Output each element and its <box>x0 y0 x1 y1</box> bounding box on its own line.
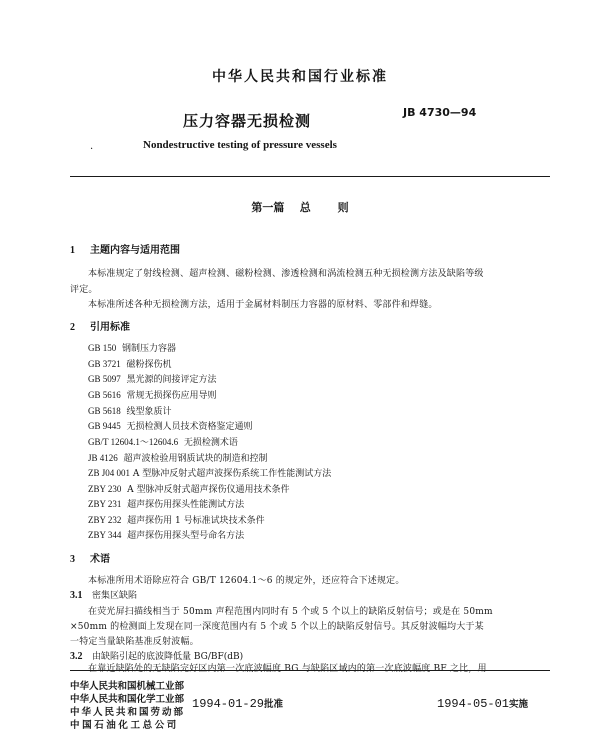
implementation-date-value: 1994-05-01 <box>437 697 510 711</box>
stray-mark: . <box>90 141 94 152</box>
reference-item <box>88 482 290 495</box>
reference-item <box>88 451 268 464</box>
paragraph-line: 本标准所述各种无损检测方法，适用于金属材料制压力容器的原材料、零部件和焊缝。 <box>88 300 438 310</box>
subsection-title: 密集区缺陷 <box>92 591 138 601</box>
reference-name: 线型象质计 <box>126 407 172 417</box>
reference-name: 无损检测术语 <box>183 438 238 448</box>
standard-code: JB 4730—94 <box>403 106 477 119</box>
reference-item <box>88 419 253 432</box>
issuing-authority: 中国石油化工总公司 <box>70 720 179 731</box>
approval-date <box>192 696 283 711</box>
section-title: 主题内容与适用范围 <box>90 245 180 256</box>
part-title-char-1: 总 <box>299 201 311 214</box>
reference-code: GB 150 <box>88 343 117 353</box>
approval-date-value: 1994-01-29 <box>192 697 265 711</box>
reference-name: A 型脉冲反射式超声探伤仪通用技术条件 <box>127 485 290 495</box>
paragraph-line: ×50mm 的检测面上发现在同一深度范围内有 5 个或 5 个以上的缺陷反射信号。其反射波幅均大于某 <box>70 622 484 632</box>
issuing-authority: 中华人民共和国机械工业部 <box>70 681 185 692</box>
english-title: Nondestructive testing of pressure vessels <box>143 139 337 151</box>
header-divider <box>70 176 550 177</box>
reference-code: GB 5097 <box>88 374 121 384</box>
issuing-authority: 中华人民共和国劳动部 <box>70 707 186 718</box>
subsection-title: 由缺陷引起的底波降低量 BG/BF(dB) <box>92 652 244 662</box>
section-number: 1 <box>70 245 75 256</box>
reference-code: ZB J04 001 <box>88 468 131 478</box>
paragraph-line: 本标准所用术语除应符合 GB/T 12604.1～6 的规定外，还应符合下述规定。 <box>88 576 405 586</box>
reference-name: 超声探伤用 1 号标准试块技术条件 <box>127 516 265 526</box>
reference-code: GB 9445 <box>88 421 121 431</box>
reference-code: ZBY 232 <box>88 515 122 525</box>
reference-code: GB 3721 <box>88 359 121 369</box>
section-number: 3 <box>70 554 75 565</box>
reference-item <box>88 435 238 448</box>
implementation-date <box>437 696 528 711</box>
section-3-heading <box>70 550 110 565</box>
reference-code: ZBY 344 <box>88 530 122 540</box>
reference-item <box>88 372 217 385</box>
reference-item <box>88 497 244 510</box>
reference-item <box>88 404 172 417</box>
reference-code: GB 5618 <box>88 406 121 416</box>
section-2-heading <box>70 318 130 333</box>
reference-item <box>88 466 331 479</box>
part-heading <box>0 199 600 215</box>
reference-name: 常规无损探伤应用导则 <box>126 391 217 401</box>
subsection-3-1-heading <box>70 588 137 601</box>
paragraph-line: 在靠近缺陷处的无缺陷完好区内第一次底波幅度 BG 与缺陷区域内的第一次底波幅度 BF 之比，用 <box>88 664 487 674</box>
reference-code: ZBY 231 <box>88 499 122 509</box>
reference-code: GB 5616 <box>88 390 121 400</box>
reference-code: GB/T 12604.1～12604.6 <box>88 437 179 447</box>
section-title: 术语 <box>90 554 110 565</box>
paragraph-line: 一特定当量缺陷基准反射波幅。 <box>70 637 199 647</box>
reference-item <box>88 357 172 370</box>
issuing-authority: 中华人民共和国化学工业部 <box>70 694 185 705</box>
subsection-number: 3.1 <box>70 590 83 601</box>
reference-code: JB 4126 <box>88 453 118 463</box>
section-number: 2 <box>70 322 75 333</box>
part-number: 第一篇 <box>251 201 285 214</box>
paragraph-line: 评定。 <box>70 285 98 295</box>
reference-name: 钢制压力容器 <box>122 344 177 354</box>
implementation-label: 实施 <box>509 699 529 710</box>
part-title-char-2: 则 <box>337 201 349 214</box>
reference-name: 无损检测人员技术资格鉴定通则 <box>126 422 253 432</box>
paragraph-line: 在荧光屏扫描线相当于 50mm 声程范围内同时有 5 个或 5 个以上的缺陷反射信号；或是在 50mm <box>88 607 493 617</box>
reference-item <box>88 388 217 401</box>
standard-series-heading: 中华人民共和国行业标准 <box>212 69 388 85</box>
reference-item <box>88 528 244 541</box>
section-title: 引用标准 <box>90 322 130 333</box>
reference-name: 超声波检验用钢质试块的制造和控制 <box>123 454 268 464</box>
reference-item <box>88 341 176 354</box>
reference-item <box>88 513 265 526</box>
approval-label: 批准 <box>264 699 284 710</box>
reference-code: ZBY 230 <box>88 484 122 494</box>
reference-name: A 型脉冲反射式超声波探伤系统工作性能测试方法 <box>132 469 332 479</box>
paragraph-line: 本标准规定了射线检测、超声检测、磁粉检测、渗透检测和涡流检测五种无损检测方法及缺陷等级 <box>88 269 484 279</box>
reference-name: 超声探伤用探头性能测试方法 <box>127 500 245 510</box>
section-1-heading <box>70 241 180 256</box>
reference-name: 磁粉探伤机 <box>126 360 172 370</box>
reference-name: 超声探伤用探头型号命名方法 <box>127 531 245 541</box>
footer-divider <box>70 670 550 671</box>
reference-name: 黑光源的间接评定方法 <box>126 375 217 385</box>
document-title: 压力容器无损检测 <box>183 112 312 130</box>
subsection-number: 3.2 <box>70 651 83 662</box>
